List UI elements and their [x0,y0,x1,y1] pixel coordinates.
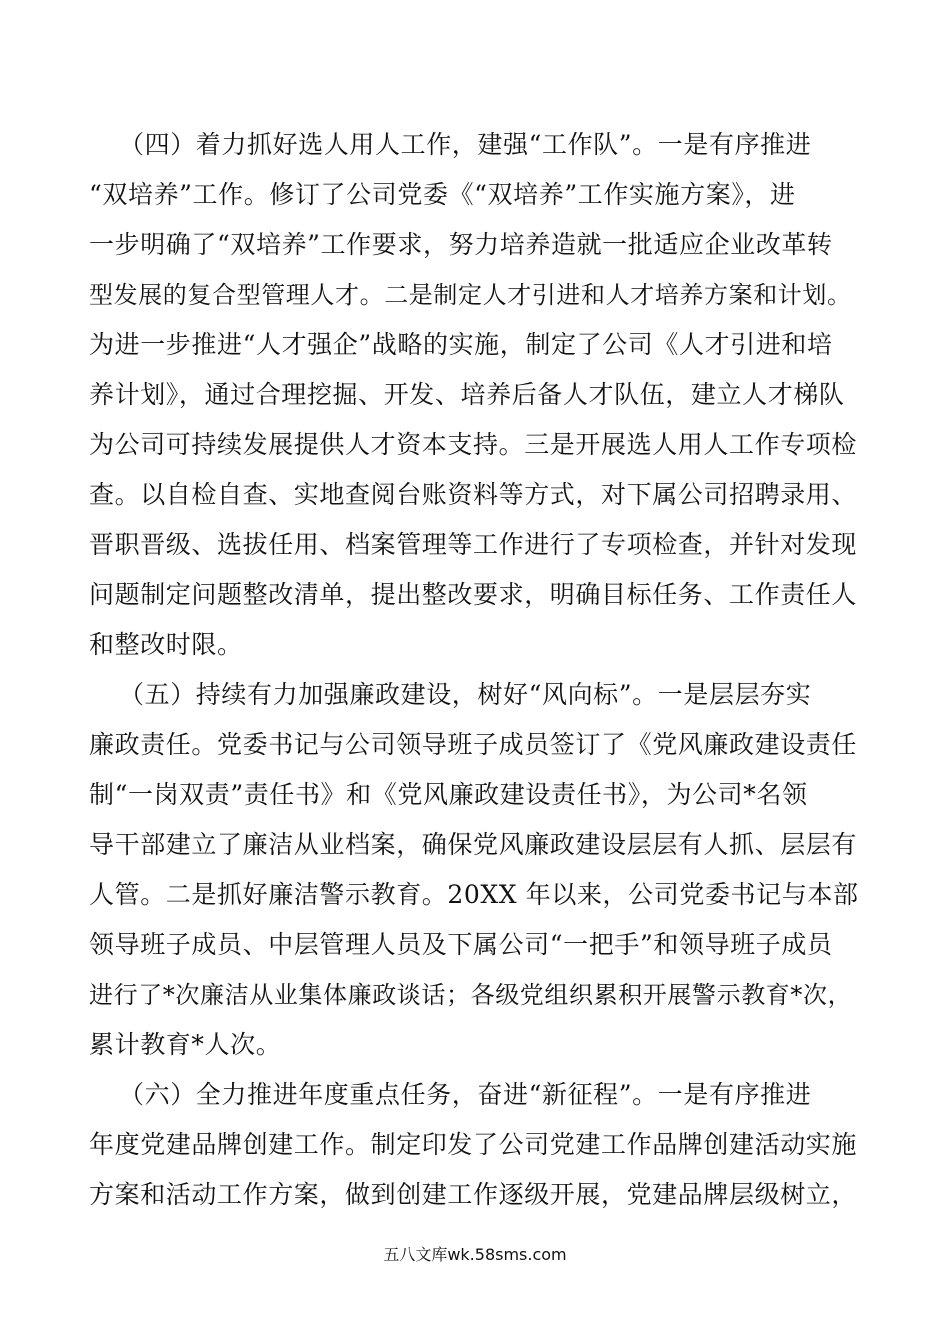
text-line: 养计划》，通过合理挖掘、开发、培养后备人才队伍，建立人才梯队 [89,380,845,409]
text-line: 导干部建立了廉洁从业档案，确保党风廉政建设层层有人抓、层层有 [89,830,858,859]
text-line: “双培养”工作。修订了公司党委《“双培养”工作实施方案》，进 [89,180,796,209]
text-line: 型发展的复合型管理人才。二是制定人才引进和人才培养方案和计划。 [89,281,852,309]
text-line: （四）着力抓好选人用人工作，建强“工作队”。一是有序推进 [119,130,812,159]
text-line: 人管。二是抓好廉洁警示教育。20XX 年以来，公司党委书记与本部 [89,880,859,909]
text-line: 一步明确了“双培养”工作要求，努力培养造就一批适应企业改革转 [89,230,833,259]
footer-watermark: 五八文库wk.58sms.com [383,1245,567,1264]
text-line: 晋职晋级、选拔任用、档案管理等工作进行了专项检查，并针对发现 [89,530,858,559]
text-line: （六）全力推进年度重点任务，奋进“新征程”。一是有序推进 [119,1080,812,1109]
text-line: 进行了*次廉洁从业集体廉政谈话；各级党组织累积开展警示教育*次， [89,981,853,1009]
text-line: 为公司可持续发展提供人才资本支持。三是开展选人用人工作专项检 [89,430,858,459]
text-line: 年度党建品牌创建工作。制定印发了公司党建工作品牌创建活动实施 [89,1130,858,1159]
text-line: 方案和活动工作方案，做到创建工作逐级开展，党建品牌层级树立， [89,1180,858,1209]
text-line: 查。以自检自查、实地查阅台账资料等方式，对下属公司招聘录用、 [89,480,858,509]
text-line: 问题制定问题整改清单，提出整改要求，明确目标任务、工作责任人 [89,580,858,609]
text-line: 和整改时限。 [89,630,243,659]
text-line: 为进一步推进“人才强企”战略的实施，制定了公司《人才引进和培 [89,330,833,359]
text-line: （五）持续有力加强廉政建设，树好“风向标”。一是层层夯实 [119,680,812,709]
text-line: 领导班子成员、中层管理人员及下属公司“一把手”和领导班子成员 [89,930,833,959]
text-line: 累计教育*人次。 [89,1030,282,1059]
text-line: 廉政责任。党委书记与公司领导班子成员签订了《党风廉政建设责任 [89,730,858,759]
text-line: 制“一岗双责”责任书》和《党风廉政建设责任书》，为公司*名领 [89,780,808,809]
